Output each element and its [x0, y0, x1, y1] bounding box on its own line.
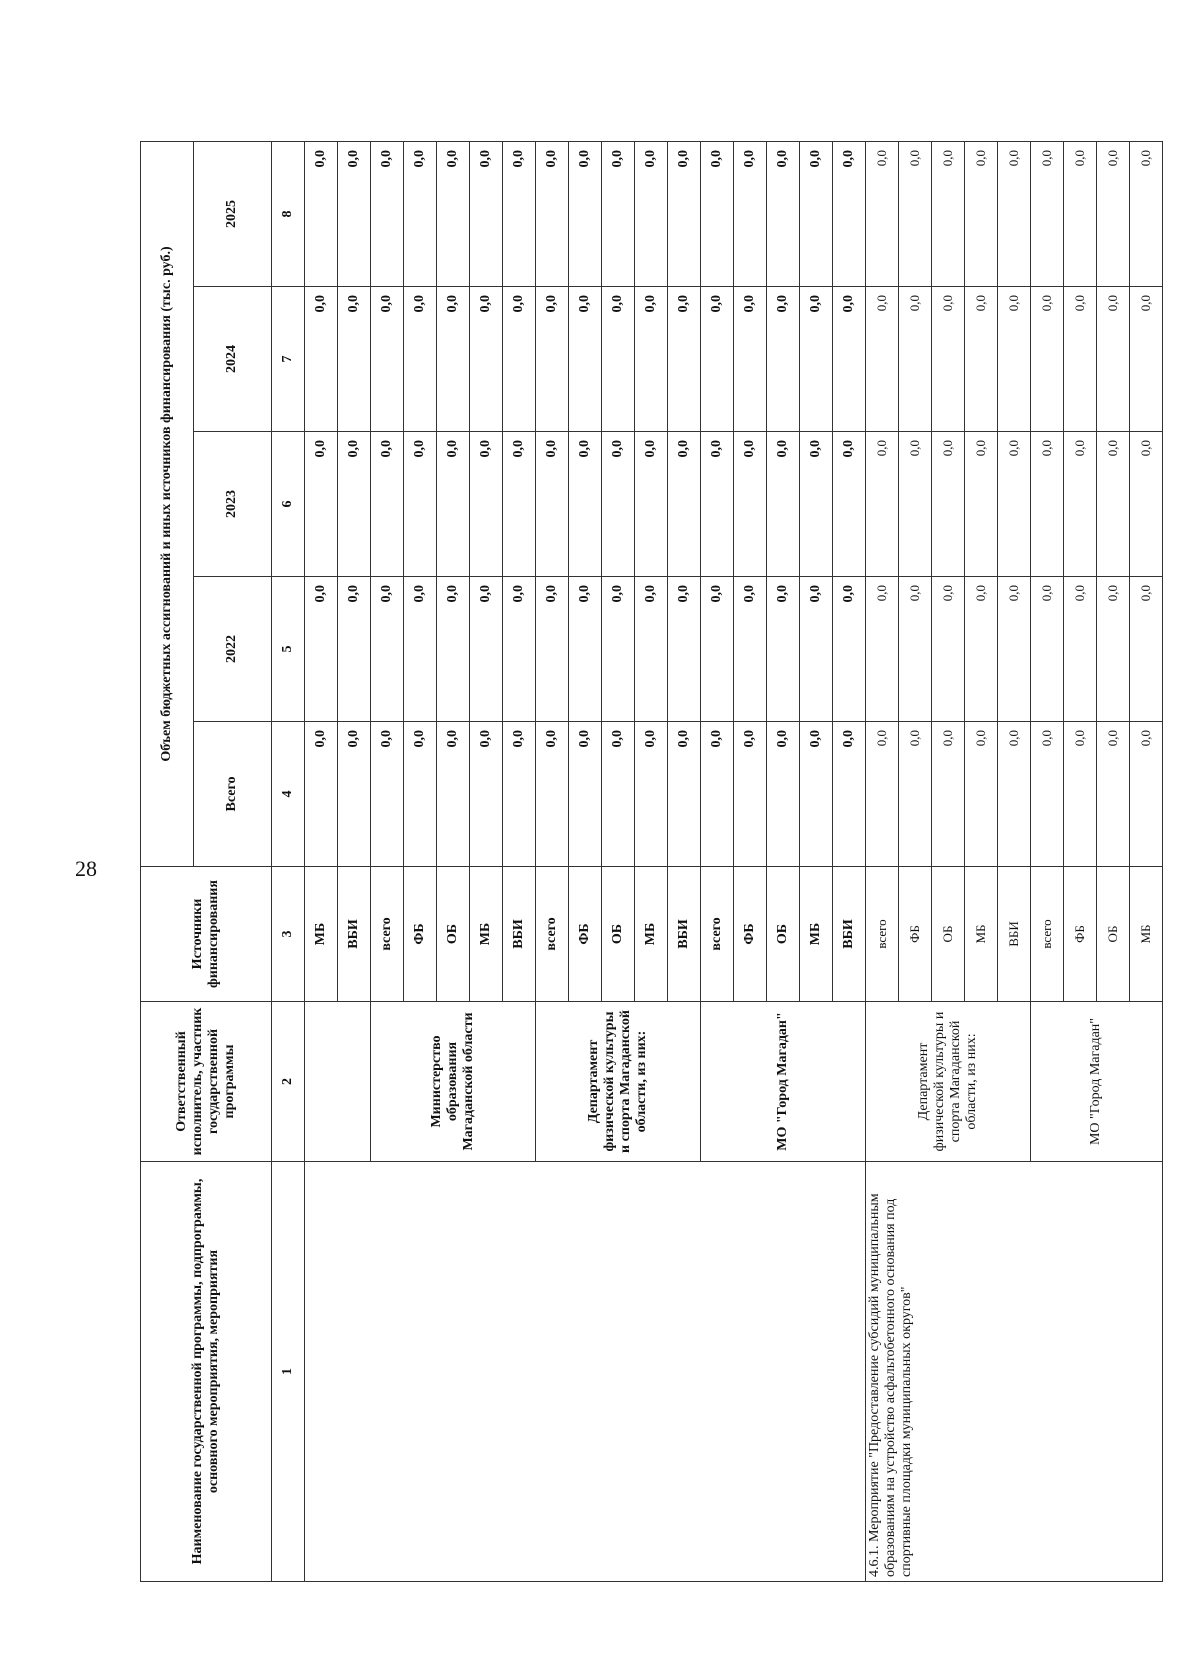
value-cell: 0,0 [569, 141, 602, 286]
value-cell: 0,0 [701, 722, 734, 867]
page-number: 28 [75, 856, 97, 881]
value-cell: 0,0 [833, 432, 866, 577]
value-cell: 0,0 [1130, 577, 1163, 722]
source-cell: всего [1031, 867, 1064, 1002]
value-cell: 0,0 [1097, 722, 1130, 867]
value-cell: 0,0 [536, 141, 569, 286]
header-executor: Ответственный исполнитель, участник государственной программы [141, 1002, 272, 1162]
value-cell: 0,0 [833, 287, 866, 432]
source-cell: ВБИ [503, 867, 536, 1002]
value-cell: 0,0 [1130, 141, 1163, 286]
value-cell: 0,0 [305, 722, 338, 867]
value-cell: 0,0 [767, 287, 800, 432]
value-cell: 0,0 [305, 141, 338, 286]
header-year: 2024 [194, 287, 272, 432]
value-cell: 0,0 [668, 287, 701, 432]
header-year: 2023 [194, 432, 272, 577]
value-cell: 0,0 [899, 577, 932, 722]
value-cell: 0,0 [536, 722, 569, 867]
value-cell: 0,0 [404, 577, 437, 722]
value-cell: 0,0 [1031, 577, 1064, 722]
source-cell: ВБИ [833, 867, 866, 1002]
value-cell: 0,0 [569, 432, 602, 577]
value-cell: 0,0 [371, 577, 404, 722]
value-cell: 0,0 [899, 432, 932, 577]
table-row [866, 141, 899, 1581]
header-year: 2025 [194, 141, 272, 286]
value-cell: 0,0 [602, 432, 635, 577]
value-cell: 0,0 [569, 287, 602, 432]
budget-table [140, 141, 1163, 1582]
value-cell: 0,0 [536, 287, 569, 432]
value-cell: 0,0 [338, 287, 371, 432]
source-cell: ОБ [767, 867, 800, 1002]
source-cell: ОБ [602, 867, 635, 1002]
value-cell: 0,0 [668, 577, 701, 722]
value-cell: 0,0 [470, 141, 503, 286]
executor-cell: Департамент физической культуры и спорта Магаданской области, из них: [866, 1002, 1031, 1162]
value-cell: 0,0 [866, 432, 899, 577]
value-cell: 0,0 [1031, 287, 1064, 432]
value-cell: 0,0 [536, 432, 569, 577]
value-cell: 0,0 [437, 141, 470, 286]
value-cell: 0,0 [800, 287, 833, 432]
column-number: 5 [272, 577, 305, 722]
value-cell: 0,0 [932, 287, 965, 432]
value-cell: 0,0 [437, 287, 470, 432]
column-number: 8 [272, 141, 305, 286]
value-cell: 0,0 [338, 141, 371, 286]
header-name: Наименование государственной программы, подпрограммы, основного мероприятия, мероприятия [141, 1162, 272, 1582]
source-cell: ФБ [899, 867, 932, 1002]
value-cell: 0,0 [833, 722, 866, 867]
source-cell: всего [701, 867, 734, 1002]
value-cell: 0,0 [767, 141, 800, 286]
value-cell: 0,0 [635, 722, 668, 867]
value-cell: 0,0 [668, 722, 701, 867]
value-cell: 0,0 [569, 577, 602, 722]
value-cell: 0,0 [437, 722, 470, 867]
value-cell: 0,0 [1097, 287, 1130, 432]
value-cell: 0,0 [635, 432, 668, 577]
column-number: 4 [272, 722, 305, 867]
column-number: 7 [272, 287, 305, 432]
value-cell: 0,0 [767, 432, 800, 577]
activity-name [305, 1162, 866, 1582]
source-cell: всего [371, 867, 404, 1002]
value-cell: 0,0 [470, 722, 503, 867]
executor-cell: Департамент физической культуры и спорта Магаданской области, из них: [536, 1002, 701, 1162]
value-cell: 0,0 [767, 722, 800, 867]
value-cell: 0,0 [404, 287, 437, 432]
value-cell: 0,0 [965, 577, 998, 722]
value-cell: 0,0 [701, 432, 734, 577]
value-cell: 0,0 [503, 141, 536, 286]
value-cell: 0,0 [932, 141, 965, 286]
source-cell: МБ [635, 867, 668, 1002]
source-cell: ФБ [1064, 867, 1097, 1002]
source-cell: ВБИ [338, 867, 371, 1002]
value-cell: 0,0 [998, 141, 1031, 286]
value-cell: 0,0 [635, 577, 668, 722]
value-cell: 0,0 [635, 287, 668, 432]
value-cell: 0,0 [305, 287, 338, 432]
value-cell: 0,0 [866, 287, 899, 432]
value-cell: 0,0 [1097, 577, 1130, 722]
value-cell: 0,0 [1064, 577, 1097, 722]
source-cell: ВБИ [668, 867, 701, 1002]
executor-cell: Министерство образования Магаданской области [371, 1002, 536, 1162]
value-cell: 0,0 [602, 287, 635, 432]
value-cell: 0,0 [701, 577, 734, 722]
value-cell: 0,0 [470, 432, 503, 577]
value-cell: 0,0 [569, 722, 602, 867]
value-cell: 0,0 [1064, 432, 1097, 577]
header-funding: Объем бюджетных ассигнований и иных источников финансирования (тыс. руб.) [141, 141, 194, 866]
value-cell: 0,0 [371, 432, 404, 577]
value-cell: 0,0 [800, 577, 833, 722]
value-cell: 0,0 [668, 141, 701, 286]
source-cell: ФБ [569, 867, 602, 1002]
source-cell: ОБ [437, 867, 470, 1002]
value-cell: 0,0 [668, 432, 701, 577]
source-cell: ФБ [734, 867, 767, 1002]
value-cell: 0,0 [965, 141, 998, 286]
value-cell: 0,0 [1031, 432, 1064, 577]
source-cell: ОБ [932, 867, 965, 1002]
column-number: 2 [272, 1002, 305, 1162]
source-cell: МБ [305, 867, 338, 1002]
value-cell: 0,0 [767, 577, 800, 722]
source-cell: ОБ [1097, 867, 1130, 1002]
value-cell: 0,0 [998, 722, 1031, 867]
header-year: Всего [194, 722, 272, 867]
value-cell: 0,0 [602, 722, 635, 867]
source-cell: всего [866, 867, 899, 1002]
value-cell: 0,0 [470, 287, 503, 432]
source-cell: МБ [1130, 867, 1163, 1002]
value-cell: 0,0 [866, 577, 899, 722]
source-cell: ВБИ [998, 867, 1031, 1002]
column-number: 1 [272, 1162, 305, 1582]
value-cell: 0,0 [800, 722, 833, 867]
value-cell: 0,0 [734, 722, 767, 867]
value-cell: 0,0 [338, 432, 371, 577]
source-cell: МБ [470, 867, 503, 1002]
value-cell: 0,0 [338, 577, 371, 722]
value-cell: 0,0 [470, 577, 503, 722]
value-cell: 0,0 [1097, 141, 1130, 286]
value-cell: 0,0 [305, 577, 338, 722]
value-cell: 0,0 [833, 577, 866, 722]
value-cell: 0,0 [503, 287, 536, 432]
value-cell: 0,0 [1064, 141, 1097, 286]
value-cell: 0,0 [371, 722, 404, 867]
value-cell: 0,0 [404, 722, 437, 867]
rotated-page [140, 142, 1153, 1582]
source-cell: МБ [965, 867, 998, 1002]
value-cell: 0,0 [503, 577, 536, 722]
value-cell: 0,0 [932, 722, 965, 867]
value-cell: 0,0 [965, 287, 998, 432]
value-cell: 0,0 [371, 141, 404, 286]
value-cell: 0,0 [998, 432, 1031, 577]
value-cell: 0,0 [800, 432, 833, 577]
value-cell: 0,0 [437, 577, 470, 722]
value-cell: 0,0 [932, 432, 965, 577]
value-cell: 0,0 [338, 722, 371, 867]
value-cell: 0,0 [965, 432, 998, 577]
value-cell: 0,0 [866, 141, 899, 286]
value-cell: 0,0 [1097, 432, 1130, 577]
activity-name: 4.6.1. Мероприятие "Предоставление субсидий муниципальным образованиям на устройство асфальтобетонного основания под спортивные площадки муниципальных округов" [866, 1162, 1163, 1582]
value-cell: 0,0 [899, 141, 932, 286]
value-cell: 0,0 [404, 432, 437, 577]
executor-cell: МО "Город Магадан" [701, 1002, 866, 1162]
source-cell: всего [536, 867, 569, 1002]
value-cell: 0,0 [503, 722, 536, 867]
value-cell: 0,0 [1031, 141, 1064, 286]
value-cell: 0,0 [437, 432, 470, 577]
table-row [305, 141, 338, 1581]
value-cell: 0,0 [1130, 722, 1163, 867]
value-cell: 0,0 [965, 722, 998, 867]
executor-cell [305, 1002, 371, 1162]
value-cell: 0,0 [899, 287, 932, 432]
column-number: 3 [272, 867, 305, 1002]
source-cell: ФБ [404, 867, 437, 1002]
value-cell: 0,0 [305, 432, 338, 577]
value-cell: 0,0 [371, 287, 404, 432]
value-cell: 0,0 [734, 432, 767, 577]
header-year: 2022 [194, 577, 272, 722]
value-cell: 0,0 [635, 141, 668, 286]
header-source: Источники финансирования [141, 867, 272, 1002]
source-cell: МБ [800, 867, 833, 1002]
value-cell: 0,0 [1130, 432, 1163, 577]
value-cell: 0,0 [1064, 722, 1097, 867]
executor-cell: МО "Город Магадан" [1031, 1002, 1163, 1162]
value-cell: 0,0 [1064, 287, 1097, 432]
value-cell: 0,0 [998, 577, 1031, 722]
value-cell: 0,0 [1130, 287, 1163, 432]
value-cell: 0,0 [998, 287, 1031, 432]
value-cell: 0,0 [932, 577, 965, 722]
value-cell: 0,0 [833, 141, 866, 286]
value-cell: 0,0 [701, 287, 734, 432]
value-cell: 0,0 [800, 141, 833, 286]
value-cell: 0,0 [734, 577, 767, 722]
value-cell: 0,0 [1031, 722, 1064, 867]
value-cell: 0,0 [503, 432, 536, 577]
value-cell: 0,0 [866, 722, 899, 867]
value-cell: 0,0 [899, 722, 932, 867]
value-cell: 0,0 [602, 141, 635, 286]
column-number: 6 [272, 432, 305, 577]
value-cell: 0,0 [734, 287, 767, 432]
value-cell: 0,0 [701, 141, 734, 286]
value-cell: 0,0 [734, 141, 767, 286]
value-cell: 0,0 [404, 141, 437, 286]
value-cell: 0,0 [602, 577, 635, 722]
value-cell: 0,0 [536, 577, 569, 722]
